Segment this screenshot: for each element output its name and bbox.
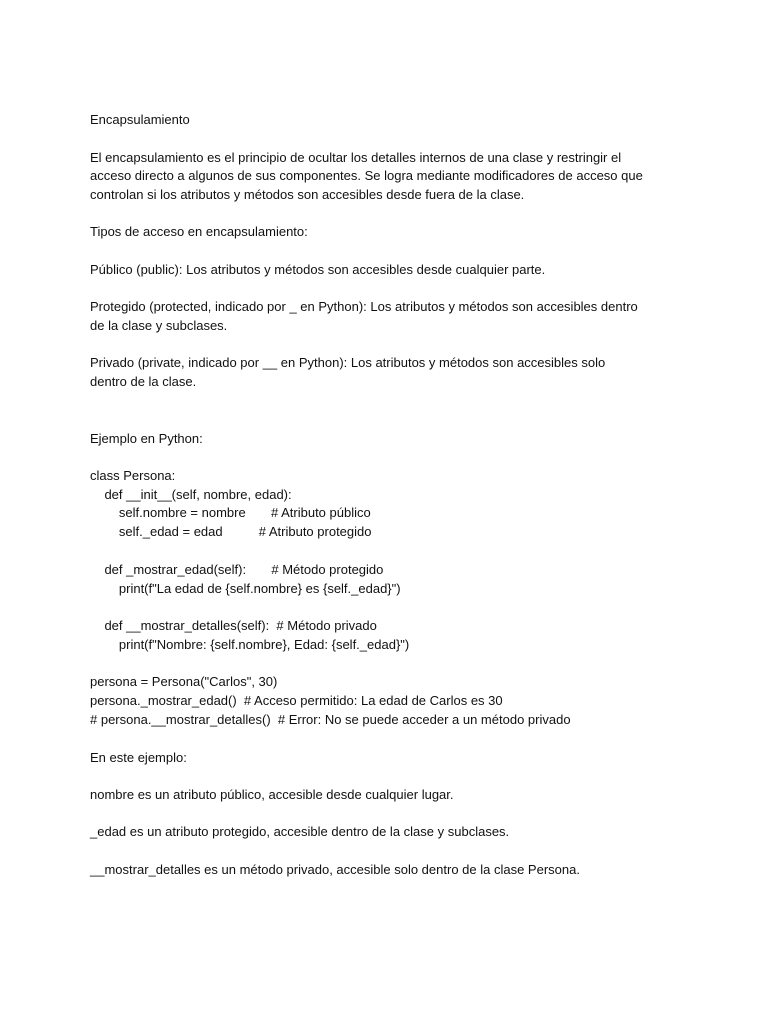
code-line: self._edad = edad # Atributo protegido [90, 524, 372, 539]
explanation-heading: En este ejemplo: [90, 750, 187, 765]
code-line: class Persona: [90, 468, 176, 483]
private-access-line: Privado (private, indicado por __ en Python): Los atributos y métodos son accesibles solo [90, 355, 606, 370]
explanation-item: __mostrar_detalles es un método privado, accesible solo dentro de la clase Persona. [90, 862, 580, 877]
code-line: print(f"La edad de {self.nombre} es {self._edad}") [90, 581, 401, 596]
code-line: persona = Persona("Carlos", 30) [90, 674, 278, 689]
example-heading: Ejemplo en Python: [90, 431, 203, 446]
code-line: self.nombre = nombre # Atributo público [90, 505, 371, 520]
code-line: def __mostrar_detalles(self): # Método privado [90, 618, 377, 633]
document-title: Encapsulamiento [90, 112, 190, 127]
code-line: persona._mostrar_edad() # Acceso permitido: La edad de Carlos es 30 [90, 693, 503, 708]
code-line: # persona.__mostrar_detalles() # Error: No se puede acceder a un método privado [90, 712, 571, 727]
explanation-item: _edad es un atributo protegido, accesible dentro de la clase y subclases. [90, 824, 510, 839]
code-line: def _mostrar_edad(self): # Método protegido [90, 562, 384, 577]
protected-access-line: de la clase y subclases. [90, 318, 228, 333]
private-access-line: dentro de la clase. [90, 374, 197, 389]
intro-line: controlan si los atributos y métodos son accesibles desde fuera de la clase. [90, 187, 525, 202]
explanation-item: nombre es un atributo público, accesible desde cualquier lugar. [90, 787, 454, 802]
public-access-paragraph: Público (public): Los atributos y métodos son accesibles desde cualquier parte. [90, 262, 546, 277]
protected-access-line: Protegido (protected, indicado por _ en Python): Los atributos y métodos son accesibles dentro [90, 299, 638, 314]
intro-line: El encapsulamiento es el principio de ocultar los detalles internos de una clase y restringir el [90, 150, 622, 165]
code-line: print(f"Nombre: {self.nombre}, Edad: {self._edad}") [90, 637, 410, 652]
intro-line: acceso directo a algunos de sus componentes. Se logra mediante modificadores de acceso que [90, 168, 643, 183]
code-line: def __init__(self, nombre, edad): [90, 487, 292, 502]
access-types-heading: Tipos de acceso en encapsulamiento: [90, 224, 308, 239]
